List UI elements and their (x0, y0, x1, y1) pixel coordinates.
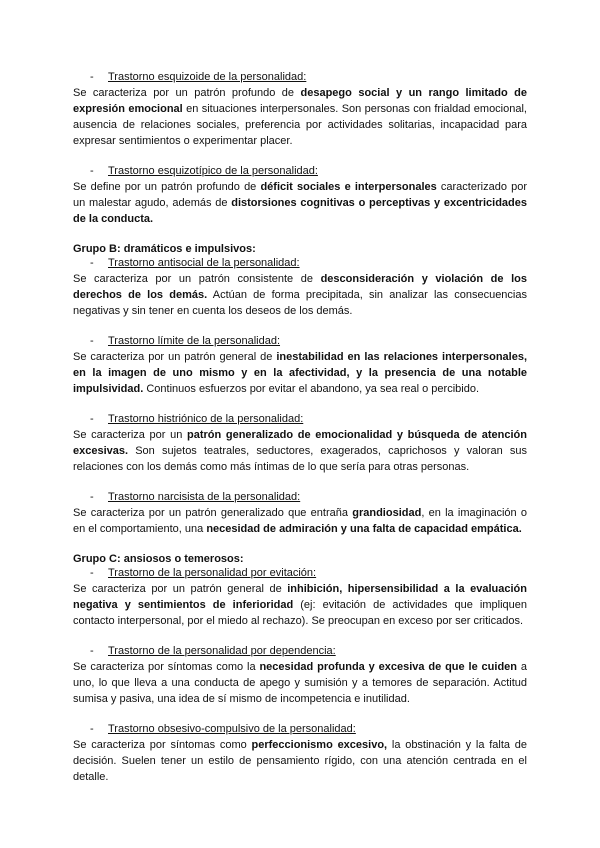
disorder-description (73, 581, 527, 629)
bold-phrase: inhibición, hipersensibilidad a la evaluación negativa y sentimientos de inferioridad (73, 583, 527, 611)
disorder-description (73, 179, 527, 227)
disorder-name: Trastorno antisocial de la personalidad: (108, 257, 300, 269)
text-run: Actúan de forma precipitada, sin analizar las consecuencias negativas y sin tener en cuenta los deseos de los demás. (73, 289, 527, 317)
text-run: , en la imaginación o en el comportamiento, una (73, 507, 527, 535)
text-run: Se caracteriza por síntomas como (73, 739, 252, 751)
bullet-dash: - (90, 491, 94, 503)
disorder-name: Trastorno histriónico de la personalidad: (108, 413, 304, 425)
disorder-description (73, 271, 527, 319)
text-run: Continuos esfuerzos por evitar el abandono, ya sea real o percibido. (143, 383, 480, 395)
disorder-name: Trastorno esquizoide de la personalidad: (108, 71, 307, 83)
text-run: en situaciones interpersonales. Son personas con frialdad emocional, ausencia de relaciones sociales, preferencia por actividades solitarias, incapacidad para expresar sentimientos o experimentar placer. (73, 103, 527, 147)
text-run: caracterizado por un malestar agudo, además de (73, 181, 527, 209)
text-run: Se caracteriza por un patrón general de (73, 583, 288, 595)
bullet-dash: - (90, 723, 94, 735)
disorder-description (73, 85, 527, 149)
bold-phrase: distorsiones cognitivas o perceptivas y excentricidades de la conducta. (73, 197, 527, 225)
group-heading: Grupo B: dramáticos e impulsivos: (73, 243, 256, 255)
bold-phrase: desapego social y un rango limitado de expresión emocional (73, 87, 527, 115)
disorder-description (73, 505, 527, 537)
disorder-description (73, 427, 527, 475)
disorder-name: Trastorno obsesivo-compulsivo de la personalidad: (108, 723, 356, 735)
text-run: Se define por un patrón profundo de (73, 181, 261, 193)
bullet-dash: - (90, 645, 94, 657)
disorder-title (73, 412, 527, 426)
disorder-entry (73, 644, 527, 707)
disorder-description (73, 349, 527, 397)
text-run: la obstinación y la falta de decisión. Suelen tener un estilo de pensamiento rígido, con una atención centrada en el detalle. (73, 739, 527, 783)
disorder-entry (73, 256, 527, 319)
disorder-name: Trastorno esquizotípico de la personalidad: (108, 165, 318, 177)
text-run: a uno, lo que lleva a una conducta de apego y sumisión y a temores de separación. Actitud sumisa y pasiva, una idea de sí mismo de incompetencia e inutilidad. (73, 661, 527, 705)
bullet-dash: - (90, 71, 94, 83)
text-run: Son sujetos teatrales, seductores, exagerados, caprichosos y valoran sus relaciones con los demás como más íntimas de lo que sería para otras personas. (73, 445, 527, 473)
bullet-dash: - (90, 335, 94, 347)
disorder-title (73, 566, 527, 580)
disorder-title (73, 644, 527, 658)
bold-phrase: perfeccionismo excesivo, (251, 739, 388, 751)
disorder-description (73, 659, 527, 707)
text-run: Se caracteriza por un patrón consistente de (73, 273, 321, 285)
bold-phrase: necesidad profunda y excesiva de que le cuiden (259, 661, 517, 673)
disorder-title (73, 334, 527, 348)
disorder-entry (73, 412, 527, 475)
text-run: Se caracteriza por síntomas como la (73, 661, 260, 673)
text-run: Se caracteriza por un patrón general de (73, 351, 277, 363)
disorder-name: Trastorno narcisista de la personalidad: (108, 491, 301, 503)
text-run: Se caracteriza por un patrón profundo de (73, 87, 301, 99)
disorder-name: Trastorno de la personalidad por evitación: (108, 567, 317, 579)
bold-phrase: grandiosidad (352, 507, 422, 519)
disorder-entry (73, 164, 527, 227)
text-run: (ej: evitación de actividades que impliquen contacto interpersonal, por el miedo al rechazo). Se preocupan en exceso por ser criticados. (73, 599, 527, 627)
bold-phrase: patrón generalizado de emocionalidad y búsqueda de atención excesivas. (73, 429, 527, 457)
disorder-title (73, 70, 527, 84)
disorder-entry (73, 334, 527, 397)
bold-phrase: inestabilidad en las relaciones interpersonales, en la imagen de uno mismo y en la afectividad, y la presencia de una notable impulsividad. (73, 351, 528, 395)
group-heading: Grupo C: ansiosos o temerosos: (73, 553, 244, 565)
bullet-dash: - (90, 165, 94, 177)
bold-phrase: desconsideración y violación de los derechos de los demás. (73, 273, 527, 301)
bullet-dash: - (90, 413, 94, 425)
disorder-description (73, 737, 527, 785)
text-run: Se caracteriza por un patrón generalizado que entraña (73, 507, 353, 519)
bold-phrase: necesidad de admiración y una falta de capacidad empática. (206, 523, 522, 535)
bullet-dash: - (90, 567, 94, 579)
disorder-title (73, 256, 527, 270)
disorder-name: Trastorno de la personalidad por dependencia: (108, 645, 336, 657)
disorder-title (73, 722, 527, 736)
disorder-entry (73, 566, 527, 629)
disorder-title (73, 490, 527, 504)
disorder-entry (73, 722, 527, 785)
disorder-name: Trastorno límite de la personalidad: (108, 335, 281, 347)
disorder-entry (73, 70, 527, 149)
text-run: Se caracteriza por un (73, 429, 187, 441)
bold-phrase: déficit sociales e interpersonales (260, 181, 437, 193)
bullet-dash: - (90, 257, 94, 269)
disorder-title (73, 164, 527, 178)
disorder-entry (73, 490, 527, 537)
